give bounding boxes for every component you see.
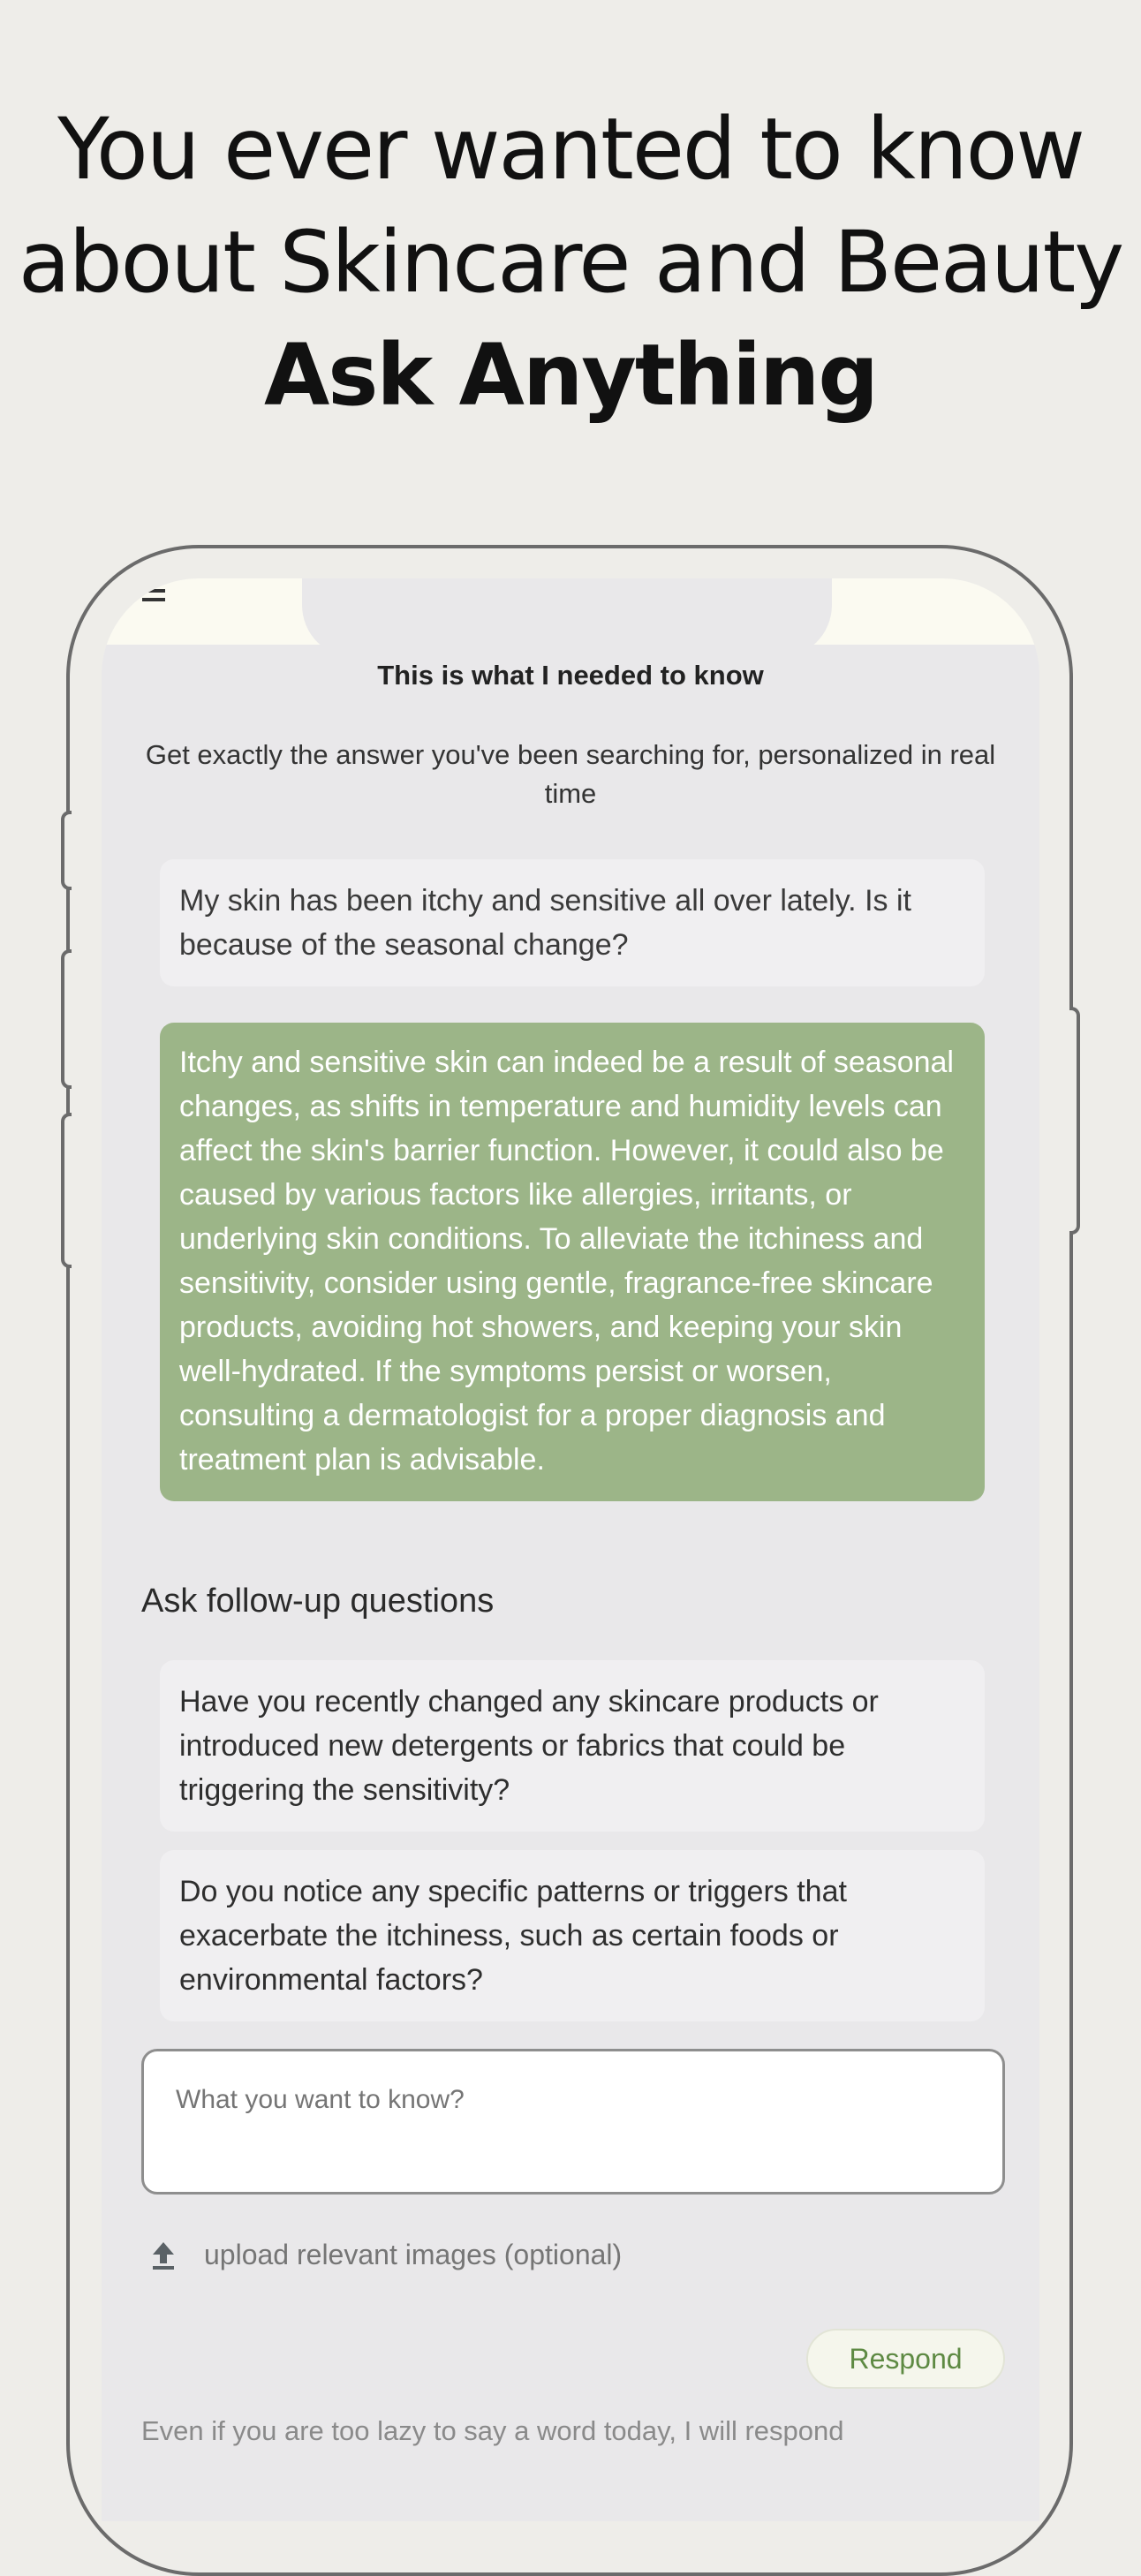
phone-silent-switch	[61, 811, 72, 890]
hero-line-1: You ever wanted to know	[57, 100, 1084, 199]
question-input[interactable]	[141, 2049, 1005, 2195]
followup-question-2[interactable]: Do you notice any specific patterns or triggers that exacerbate the itchiness, such as certain foods or environmental factors?	[160, 1850, 985, 2021]
upload-label: upload relevant images (optional)	[204, 2238, 623, 2270]
ai-answer-bubble: Itchy and sensitive skin can indeed be a result of seasonal changes, as shifts in temperature and humidity levels can affect the skin's barrier function. However, it could also be caused by various factors like allergies, irritants, or underlying skin conditions. To alleviate the itchiness and sensitivity, consider using gentle, fragrance-free skincare products, avoiding hot showers, and keeping your skin well-hydrated. If the symptoms persist or worsen, consulting a dermatologist for a proper diagnosis and treatment plan is advisable.	[160, 1023, 985, 1501]
hero-line-2: about Skincare and Beauty	[18, 213, 1123, 312]
user-question-bubble: My skin has been itchy and sensitive all over lately. Is it because of the seasonal change?	[160, 859, 985, 986]
respond-button[interactable]: Respond	[806, 2329, 1005, 2389]
hero-headline	[0, 93, 1141, 432]
followup-heading: Ask follow-up questions	[141, 1583, 495, 1620]
menu-icon[interactable]	[142, 589, 165, 601]
page-subtitle: Get exactly the answer you've been searching for, personalized in real time	[145, 739, 996, 809]
phone-notch	[302, 578, 832, 658]
hero-line-3: Ask Anything	[263, 326, 878, 425]
upload-images-button[interactable]	[146, 2232, 622, 2277]
upload-icon	[146, 2237, 181, 2272]
phone-volume-up	[61, 949, 72, 1089]
phone-volume-down	[61, 1113, 72, 1268]
followup-question-1[interactable]: Have you recently changed any skincare products or introduced new detergents or fabrics that could be triggering the sensitivity?	[160, 1660, 985, 1832]
phone-power-button	[1069, 1007, 1080, 1235]
lazy-note: Even if you are too lazy to say a word today, I will respond	[141, 2415, 844, 2446]
phone-screen	[102, 578, 1039, 2521]
page-title: This is what I needed to know	[377, 660, 764, 691]
